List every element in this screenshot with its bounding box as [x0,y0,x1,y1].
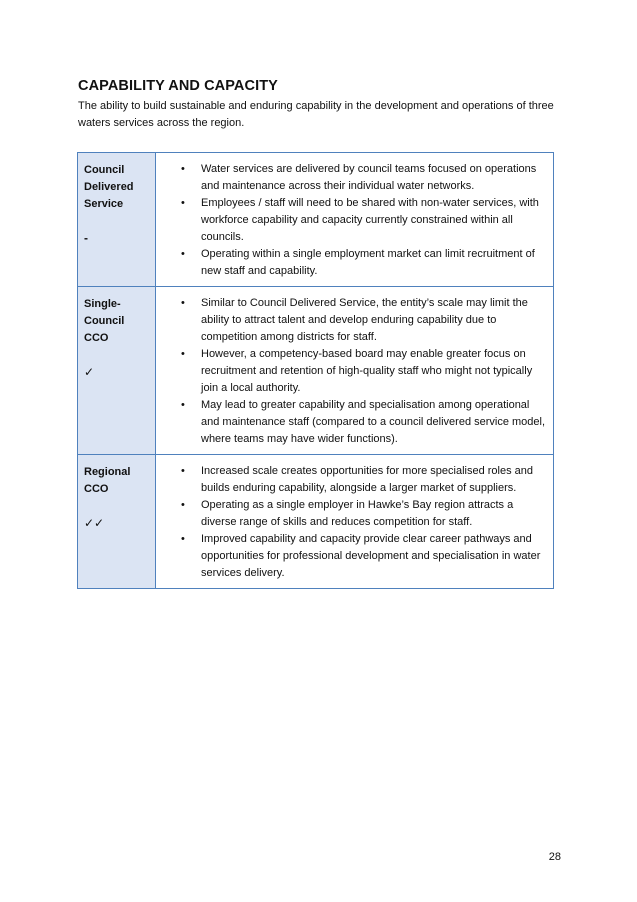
bullet-icon: • [181,248,185,260]
bullet-icon: • [181,197,185,209]
table-row [78,287,554,455]
rating-mark: - [84,231,88,245]
list-item [166,397,547,448]
table-row [78,455,554,589]
bullet-icon: • [181,533,185,545]
option-cell [78,455,156,589]
option-label-line: Regional [84,466,131,478]
option-cell [78,287,156,455]
rating-mark: ✓✓ [84,516,105,530]
list-item [166,195,547,246]
list-item-text: However, a competency-based board may enable greater focus on recruitment and retention of high-quality staff who might not typically join a local authority. [201,348,533,394]
page-number: 28 [548,851,561,863]
option-label-line: Council [84,164,125,176]
bullet-icon: • [181,297,185,309]
list-item [166,295,547,346]
bullet-icon: • [181,348,185,360]
list-item [166,161,547,195]
bullet-icon: • [181,499,185,511]
points-cell [156,153,554,287]
list-item [166,246,547,280]
list-item [166,531,547,582]
option-label-line: CCO [84,332,109,344]
list-item-text: Operating within a single employment market can limit recruitment of new staff and capability. [201,248,535,277]
option-label-line: Single- [84,298,121,310]
comparison-table [77,152,554,589]
option-cell [78,153,156,287]
list-item-text: Water services are delivered by council teams focused on operations and maintenance across their individual water networks. [201,163,537,192]
option-label-line: Council [84,315,125,327]
list-item-text: Similar to Council Delivered Service, the entity’s scale may limit the ability to attract talent and develop enduring capability due to competition among districts for staff. [201,297,528,343]
section-heading: CAPABILITY AND CAPACITY [78,78,278,94]
table-row [78,153,554,287]
points-cell [156,455,554,589]
rating-mark: ✓ [84,365,95,379]
list-item [166,463,547,497]
list-item [166,497,547,531]
option-label-line: Service [84,198,124,210]
bullet-icon: • [181,399,185,411]
list-item-text: Increased scale creates opportunities for more specialised roles and builds enduring capability, alongside a larger market of suppliers. [201,465,534,494]
bullet-icon: • [181,163,185,175]
points-cell [156,287,554,455]
option-label-line: CCO [84,483,109,495]
list-item-text: May lead to greater capability and specialisation among operational and maintenance staff (compared to a council delivered service model, where teams may have wider functions). [201,399,546,445]
option-label-line: Delivered [84,181,134,193]
list-item-text: Operating as a single employer in Hawke’s Bay region attracts a diverse range of skills and reduces competition for staff. [201,499,514,528]
list-item-text: Improved capability and capacity provide clear career pathways and opportunities for professional development and specialisation in water services delivery. [201,533,541,579]
bullet-icon: • [181,465,185,477]
section-intro: The ability to build sustainable and enduring capability in the development and operations of three waters services across the region. [78,100,554,129]
list-item-text: Employees / staff will need to be shared with non-water services, with workforce capability and capacity currently constrained within all councils. [201,197,539,243]
list-item [166,346,547,397]
